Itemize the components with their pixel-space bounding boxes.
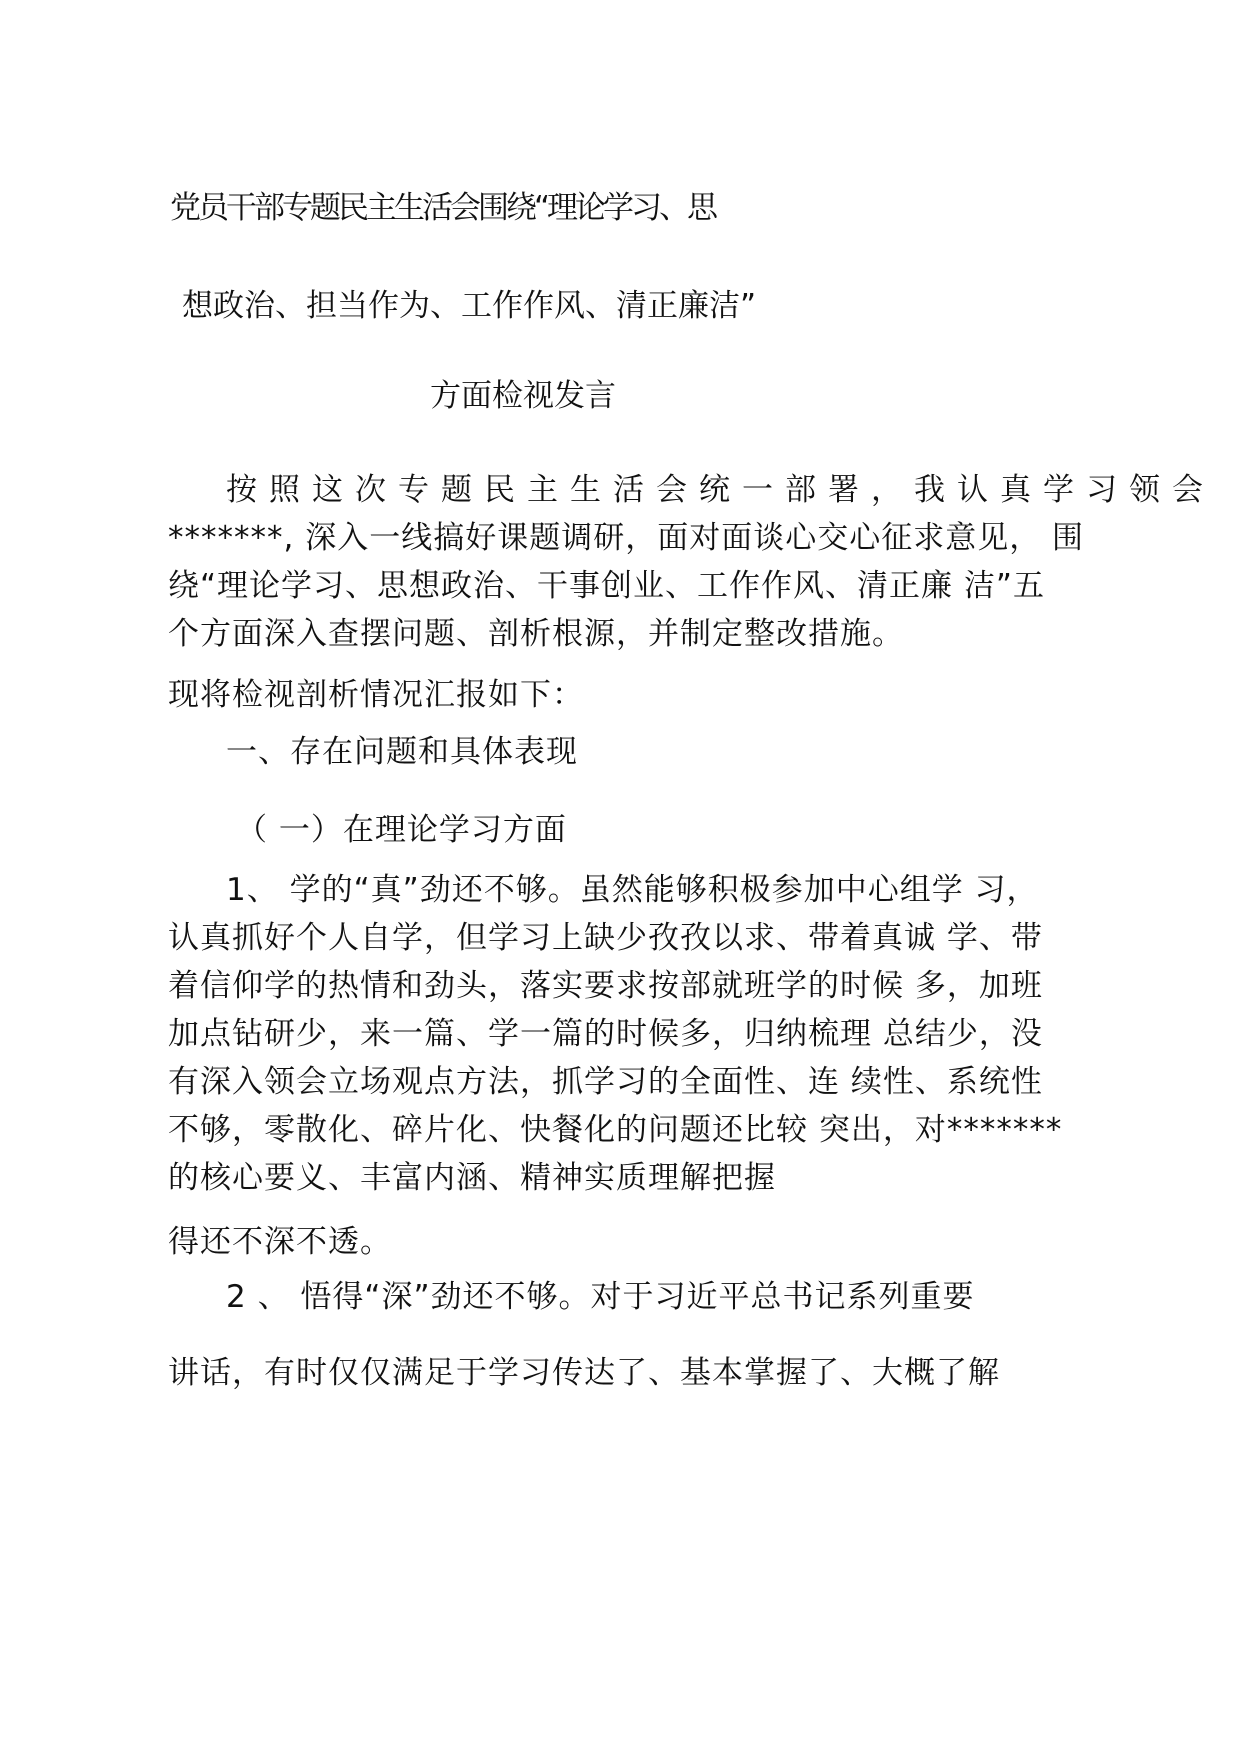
report-line: 现将检视剖析情况汇报如下： [168, 677, 584, 713]
intro-line-3: 绕“理论学习、思想政治、干事创业、工作作风、清正廉 洁”五 [168, 568, 1045, 604]
intro-line-2: *******, 深入一线搞好课题调研，面对面谈心交心征求意见， 围 [168, 520, 1085, 556]
item-two-line-1: 2 、 悟得“深”劲还不够。对于习近平总书记系列重要 [226, 1279, 975, 1315]
subsection-heading: （ 一）在理论学习方面 [236, 812, 567, 848]
title-line-1: 党员干部专题民主生活会围绕“理论学习、思 [170, 190, 716, 226]
section-heading: 一、存在问题和具体表现 [226, 734, 578, 770]
intro-line-4: 个方面深入查摆问题、剖析根源，并制定整改措施。 [168, 616, 904, 652]
item-one-line-1: 1、 学的“真”劲还不够。虽然能够积极参加中心组学 习， [226, 872, 1039, 908]
item-one-line-8: 得还不深不透。 [168, 1224, 392, 1260]
item-one-line-4: 加点钻研少，来一篇、学一篇的时候多，归纳梳理 总结少，没 [168, 1016, 1043, 1052]
title-line-2: 想政治、担当作为、工作作风、清正廉洁” [182, 288, 757, 324]
item-one-line-2: 认真抓好个人自学，但学习上缺少孜孜以求、带着真诚 学、带 [168, 920, 1043, 956]
item-one-line-3: 着信仰学的热情和劲头，落实要求按部就班学的时候 多，加班 [168, 968, 1043, 1004]
item-two-line-2: 讲话，有时仅仅满足于学习传达了、基本掌握了、大概了解 [168, 1355, 1000, 1391]
title-line-3: 方面检视发言 [430, 378, 616, 414]
item-one-line-5: 有深入领会立场观点方法，抓学习的全面性、连 续性、系统性 [168, 1064, 1043, 1100]
intro-line-1: 按照这次专题民主生活会统一部署，我认真学习领会 [226, 472, 1215, 508]
item-one-line-7: 的核心要义、丰富内涵、精神实质理解把握 [168, 1160, 776, 1196]
item-one-line-6: 不够，零散化、碎片化、快餐化的问题还比较 突出，对******* [168, 1112, 1063, 1148]
